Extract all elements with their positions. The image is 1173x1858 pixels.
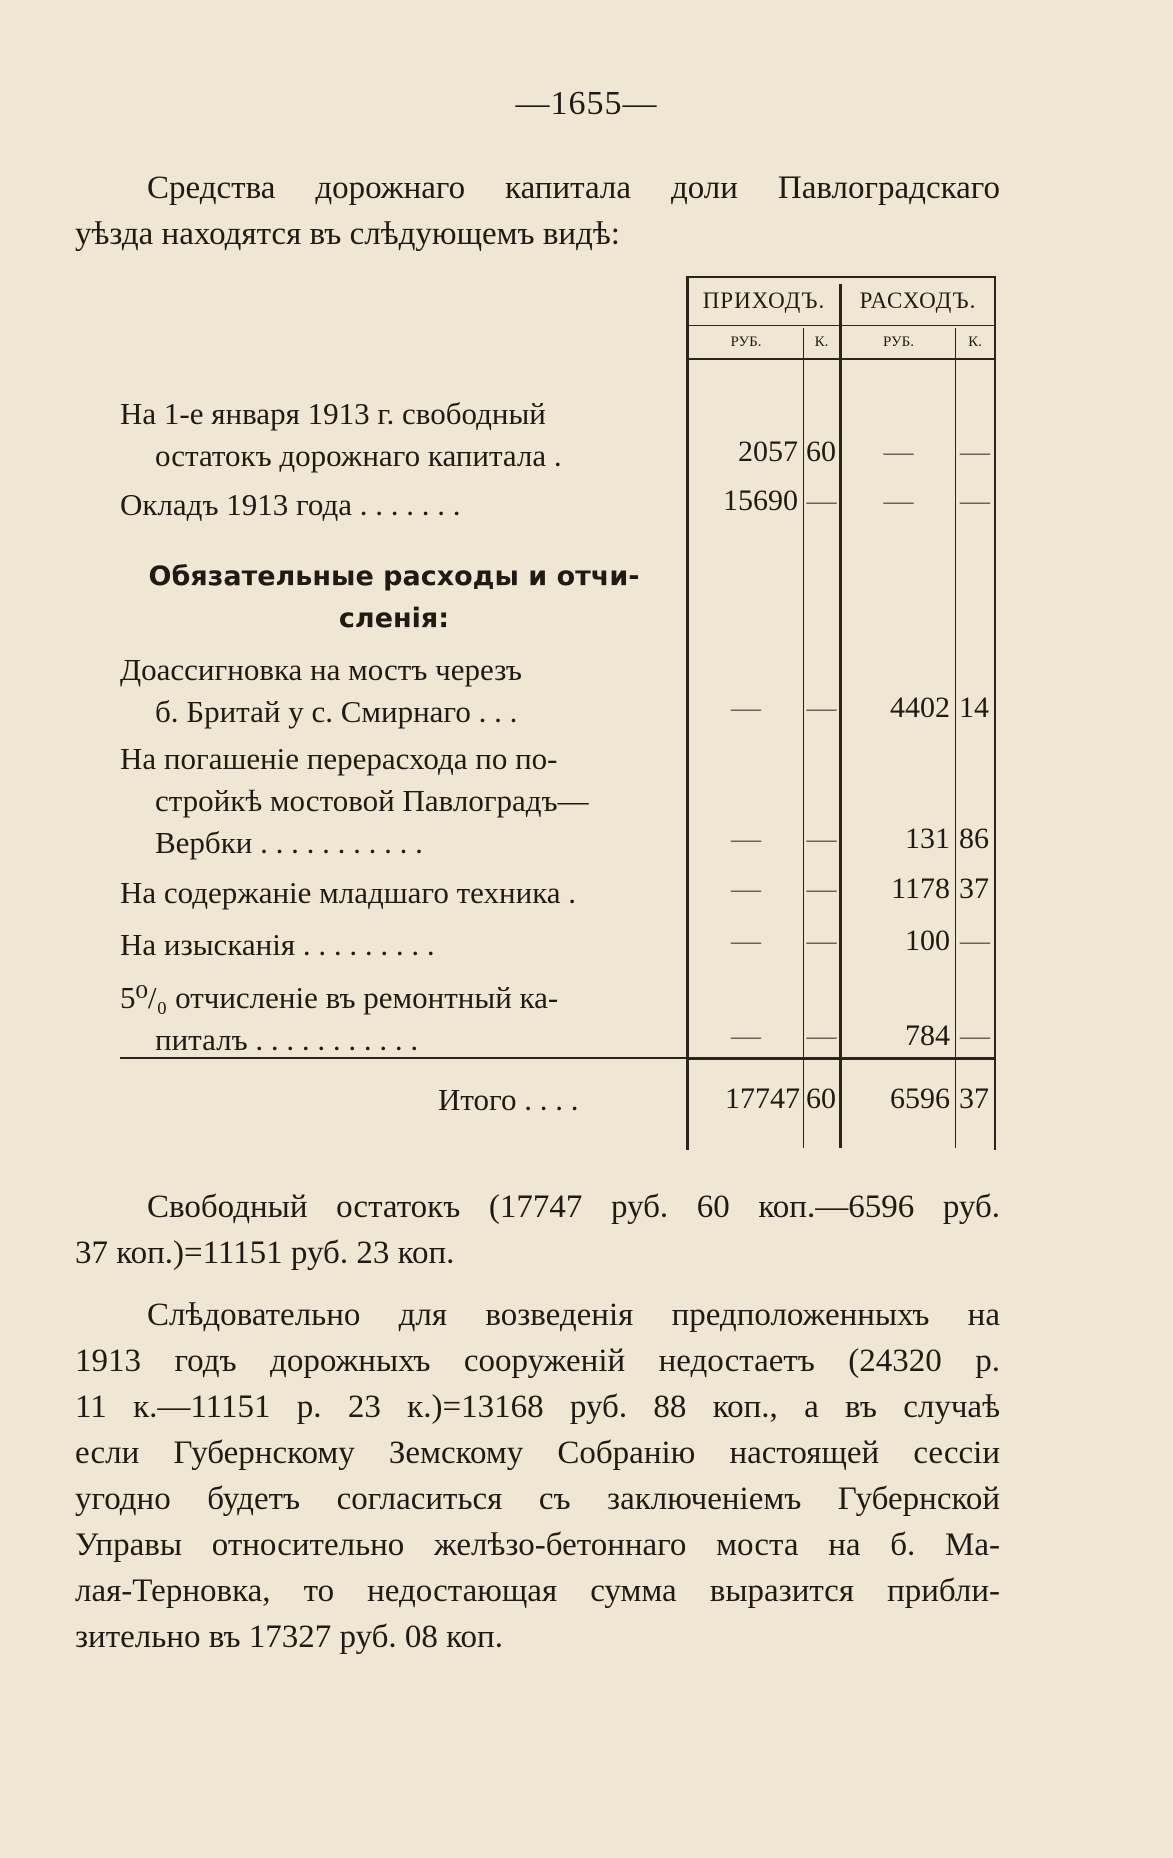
header-rule bbox=[686, 325, 996, 326]
cell-expense-rub: 4402 bbox=[890, 691, 950, 724]
free-balance-paragraph: Свободный остатокъ (17747 руб. 60 коп.—6596 руб. 37 коп.)=11151 руб. 23 коп. bbox=[75, 1189, 1000, 1271]
table-row-overrun-pavlograd-verbki: На погашеніе перерасхода по по- стройкѣ мостовой Павлоградъ— Вербки . . . . . . . . . . . bbox=[120, 741, 589, 860]
cell-expense-kop: — bbox=[960, 435, 990, 468]
table-row-junior-technician: На содержаніе младшаго техника . bbox=[120, 875, 577, 910]
cell-income-rub: — bbox=[731, 822, 761, 855]
cell-expense-kop: — bbox=[960, 924, 990, 957]
table-top-rule bbox=[686, 276, 996, 278]
cell-income-kop: — bbox=[806, 1019, 837, 1052]
cell-income-rub: — bbox=[731, 691, 761, 724]
table-right-border bbox=[994, 276, 996, 1150]
cell-income-kop: 60 bbox=[806, 435, 836, 468]
cell-expense-rub: 131 bbox=[905, 822, 950, 855]
page-number: —1655— bbox=[515, 85, 658, 122]
income-header: ПРИХОДЪ. bbox=[702, 288, 826, 313]
cell-expense-kop: 86 bbox=[959, 822, 989, 855]
subheader-rule bbox=[686, 358, 996, 360]
table-section-mandatory-expenses: Обязательные расходы и отчи- сленія: bbox=[148, 561, 640, 634]
total-label: Итого . . . . bbox=[438, 1082, 579, 1117]
cell-income-rub: — bbox=[731, 924, 761, 957]
income-kop-header: К. bbox=[814, 334, 829, 350]
cell-expense-kop: 37 bbox=[959, 872, 989, 905]
cell-expense-rub: 1178 bbox=[891, 872, 950, 905]
cell-income-kop: — bbox=[806, 484, 837, 517]
cell-expense-kop: 14 bbox=[959, 691, 989, 724]
expense-rub-header: РУБ. bbox=[883, 334, 914, 350]
expense-header: РАСХОДЪ. bbox=[859, 288, 977, 313]
cell-income-rub: — bbox=[731, 1019, 761, 1052]
cell-income-rub: — bbox=[731, 872, 761, 905]
expense-kop-header: К. bbox=[968, 334, 982, 350]
total-rule-right bbox=[686, 1057, 996, 1060]
cell-expense-rub: — bbox=[883, 484, 914, 517]
table-row-levy-1913: Окладъ 1913 года . . . . . . . bbox=[120, 487, 461, 522]
cell-income-kop: — bbox=[806, 872, 837, 905]
cell-expense-kop: — bbox=[960, 484, 990, 517]
table-row-opening-balance: На 1-е января 1913 г. свободный остатокъ дорожнаго капитала . bbox=[120, 396, 562, 473]
table-row-surveys: На изысканія . . . . . . . . . bbox=[120, 927, 435, 962]
income-rub-header: РУБ. bbox=[730, 334, 762, 350]
cell-expense-rub: 784 bbox=[905, 1019, 950, 1052]
cell-income-kop: — bbox=[806, 924, 837, 957]
intro-paragraph bbox=[75, 165, 1000, 257]
total-expense-kop: 37 bbox=[959, 1082, 989, 1115]
capital-ledger-table bbox=[0, 276, 1173, 1152]
total-income-rub: 17747 bbox=[725, 1082, 800, 1115]
cell-expense-rub: — bbox=[883, 435, 914, 468]
table-row-bridge-britai: Доассигновка на мостъ черезъ б. Бритай у с. Смирнаго . . . bbox=[120, 652, 522, 729]
cell-expense-rub: 100 bbox=[905, 924, 950, 957]
table-row-repair-capital: 5⁰/₀ отчисленіе въ ремонтный ка- питалъ . . . . . . . . . . . bbox=[120, 980, 559, 1057]
cell-income-kop: — bbox=[806, 691, 837, 724]
total-expense-rub: 6596 bbox=[890, 1082, 950, 1115]
cell-income-rub: 15690 bbox=[723, 484, 798, 517]
cell-income-rub: 2057 bbox=[738, 435, 798, 468]
cell-expense-kop: — bbox=[960, 1019, 990, 1052]
cell-income-kop: — bbox=[806, 822, 837, 855]
shortfall-paragraph: Слѣдовательно для возведенія предположенныхъ на 1913 годъ дорожныхъ сооруженій недостаетъ (24320 р. 11 к.—11151 р. 23 к.)=13168 руб. 88 коп., а въ случаѣ если Губернскому Земскому Собранію настоящей сессіи угодно будетъ согласиться съ заключеніемъ Губернской Управы относительно желѣзо-бетоннаго моста на б. Ма- лая-Терновка, то недостающая сумма выразится прибли- зительно въ 17327 руб. 08 коп. bbox=[75, 1297, 1000, 1655]
intro-line-1: Средства дорожнаго капитала доли Павлоградскаго bbox=[147, 170, 1000, 206]
intro-line-2: уѣзда находятся въ слѣдующемъ видѣ: bbox=[75, 216, 620, 252]
total-income-kop: 60 bbox=[806, 1082, 836, 1115]
